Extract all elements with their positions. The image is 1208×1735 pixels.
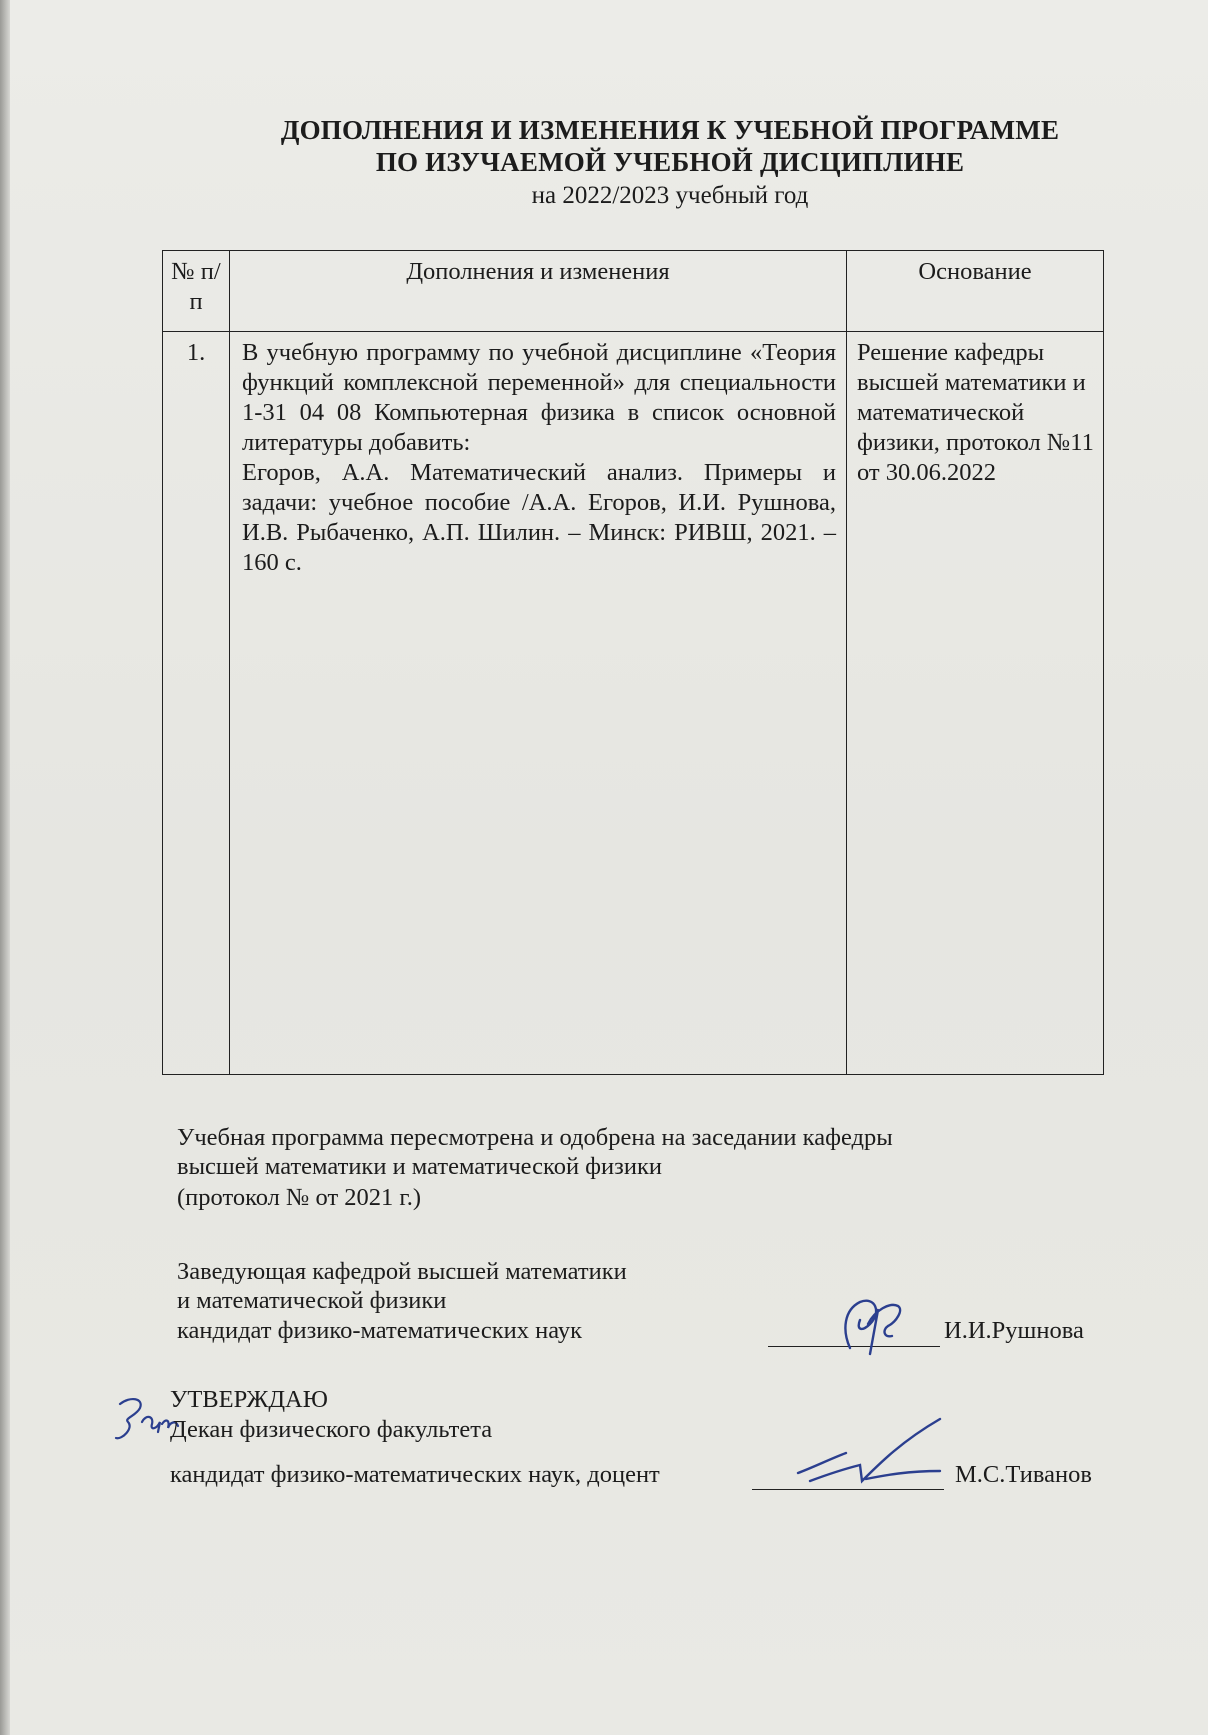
approval-line-1: Учебная программа пересмотрена и одобрена на заседании кафедры bbox=[177, 1124, 893, 1151]
head-name: И.И.Рушнова bbox=[944, 1317, 1084, 1344]
table-header-row bbox=[163, 251, 1104, 332]
changes-paragraph-2: Егоров, А.А. Математический анализ. Примеры и задачи: учебное пособие /А.А. Егоров, И.И. Рушнова, И.В. Рыбаченко, А.П. Шилин. – Минск: РИВШ, 2021. – 160 с. bbox=[242, 459, 836, 576]
row-number: 1. bbox=[163, 332, 230, 1075]
scan-edge bbox=[0, 0, 10, 1735]
header-basis: Основание bbox=[847, 251, 1104, 332]
row-changes bbox=[230, 332, 847, 1075]
approval-line-2: высшей математики и математической физики bbox=[177, 1153, 662, 1180]
title-line-2: ПО ИЗУЧАЕМОЙ УЧЕБНОЙ ДИСЦИПЛИНЕ bbox=[375, 147, 965, 177]
row-basis: Решение кафедры высшей математики и математической физики, протокол №11 от 30.06.2022 bbox=[847, 332, 1104, 1075]
approve-stamp: УТВЕРЖДАЮ bbox=[170, 1386, 328, 1413]
header-number: № п/п bbox=[163, 251, 230, 332]
header-changes: Дополнения и изменения bbox=[230, 251, 847, 332]
head-position-line-2: и математической физики bbox=[177, 1287, 447, 1314]
head-degree: кандидат физико-математических наук bbox=[177, 1317, 582, 1344]
head-position-line-1: Заведующая кафедрой высшей математики bbox=[177, 1258, 627, 1285]
dean-name: М.С.Тиванов bbox=[955, 1461, 1092, 1488]
approval-line-3: (протокол № от 2021 г.) bbox=[177, 1184, 421, 1211]
dean-degree: кандидат физико-математических наук, доцент bbox=[170, 1461, 660, 1488]
changes-paragraph-1: В учебную программу по учебной дисциплине «Теория функций комплексной переменной» для специальности 1-31 04 08 Компьютерная физика в список основной литературы добавить: bbox=[242, 339, 836, 456]
dean-position: Декан физического факультета bbox=[170, 1416, 493, 1443]
changes-table bbox=[162, 250, 1104, 1075]
title-line-1: ДОПОЛНЕНИЯ И ИЗМЕНЕНИЯ К УЧЕБНОЙ ПРОГРАММЕ bbox=[280, 115, 1060, 145]
signature-rushnova-icon bbox=[820, 1290, 930, 1360]
signature-tivanov-icon bbox=[790, 1415, 950, 1495]
academic-year: на 2022/2023 учебный год bbox=[531, 182, 809, 209]
table-row bbox=[163, 332, 1104, 1075]
